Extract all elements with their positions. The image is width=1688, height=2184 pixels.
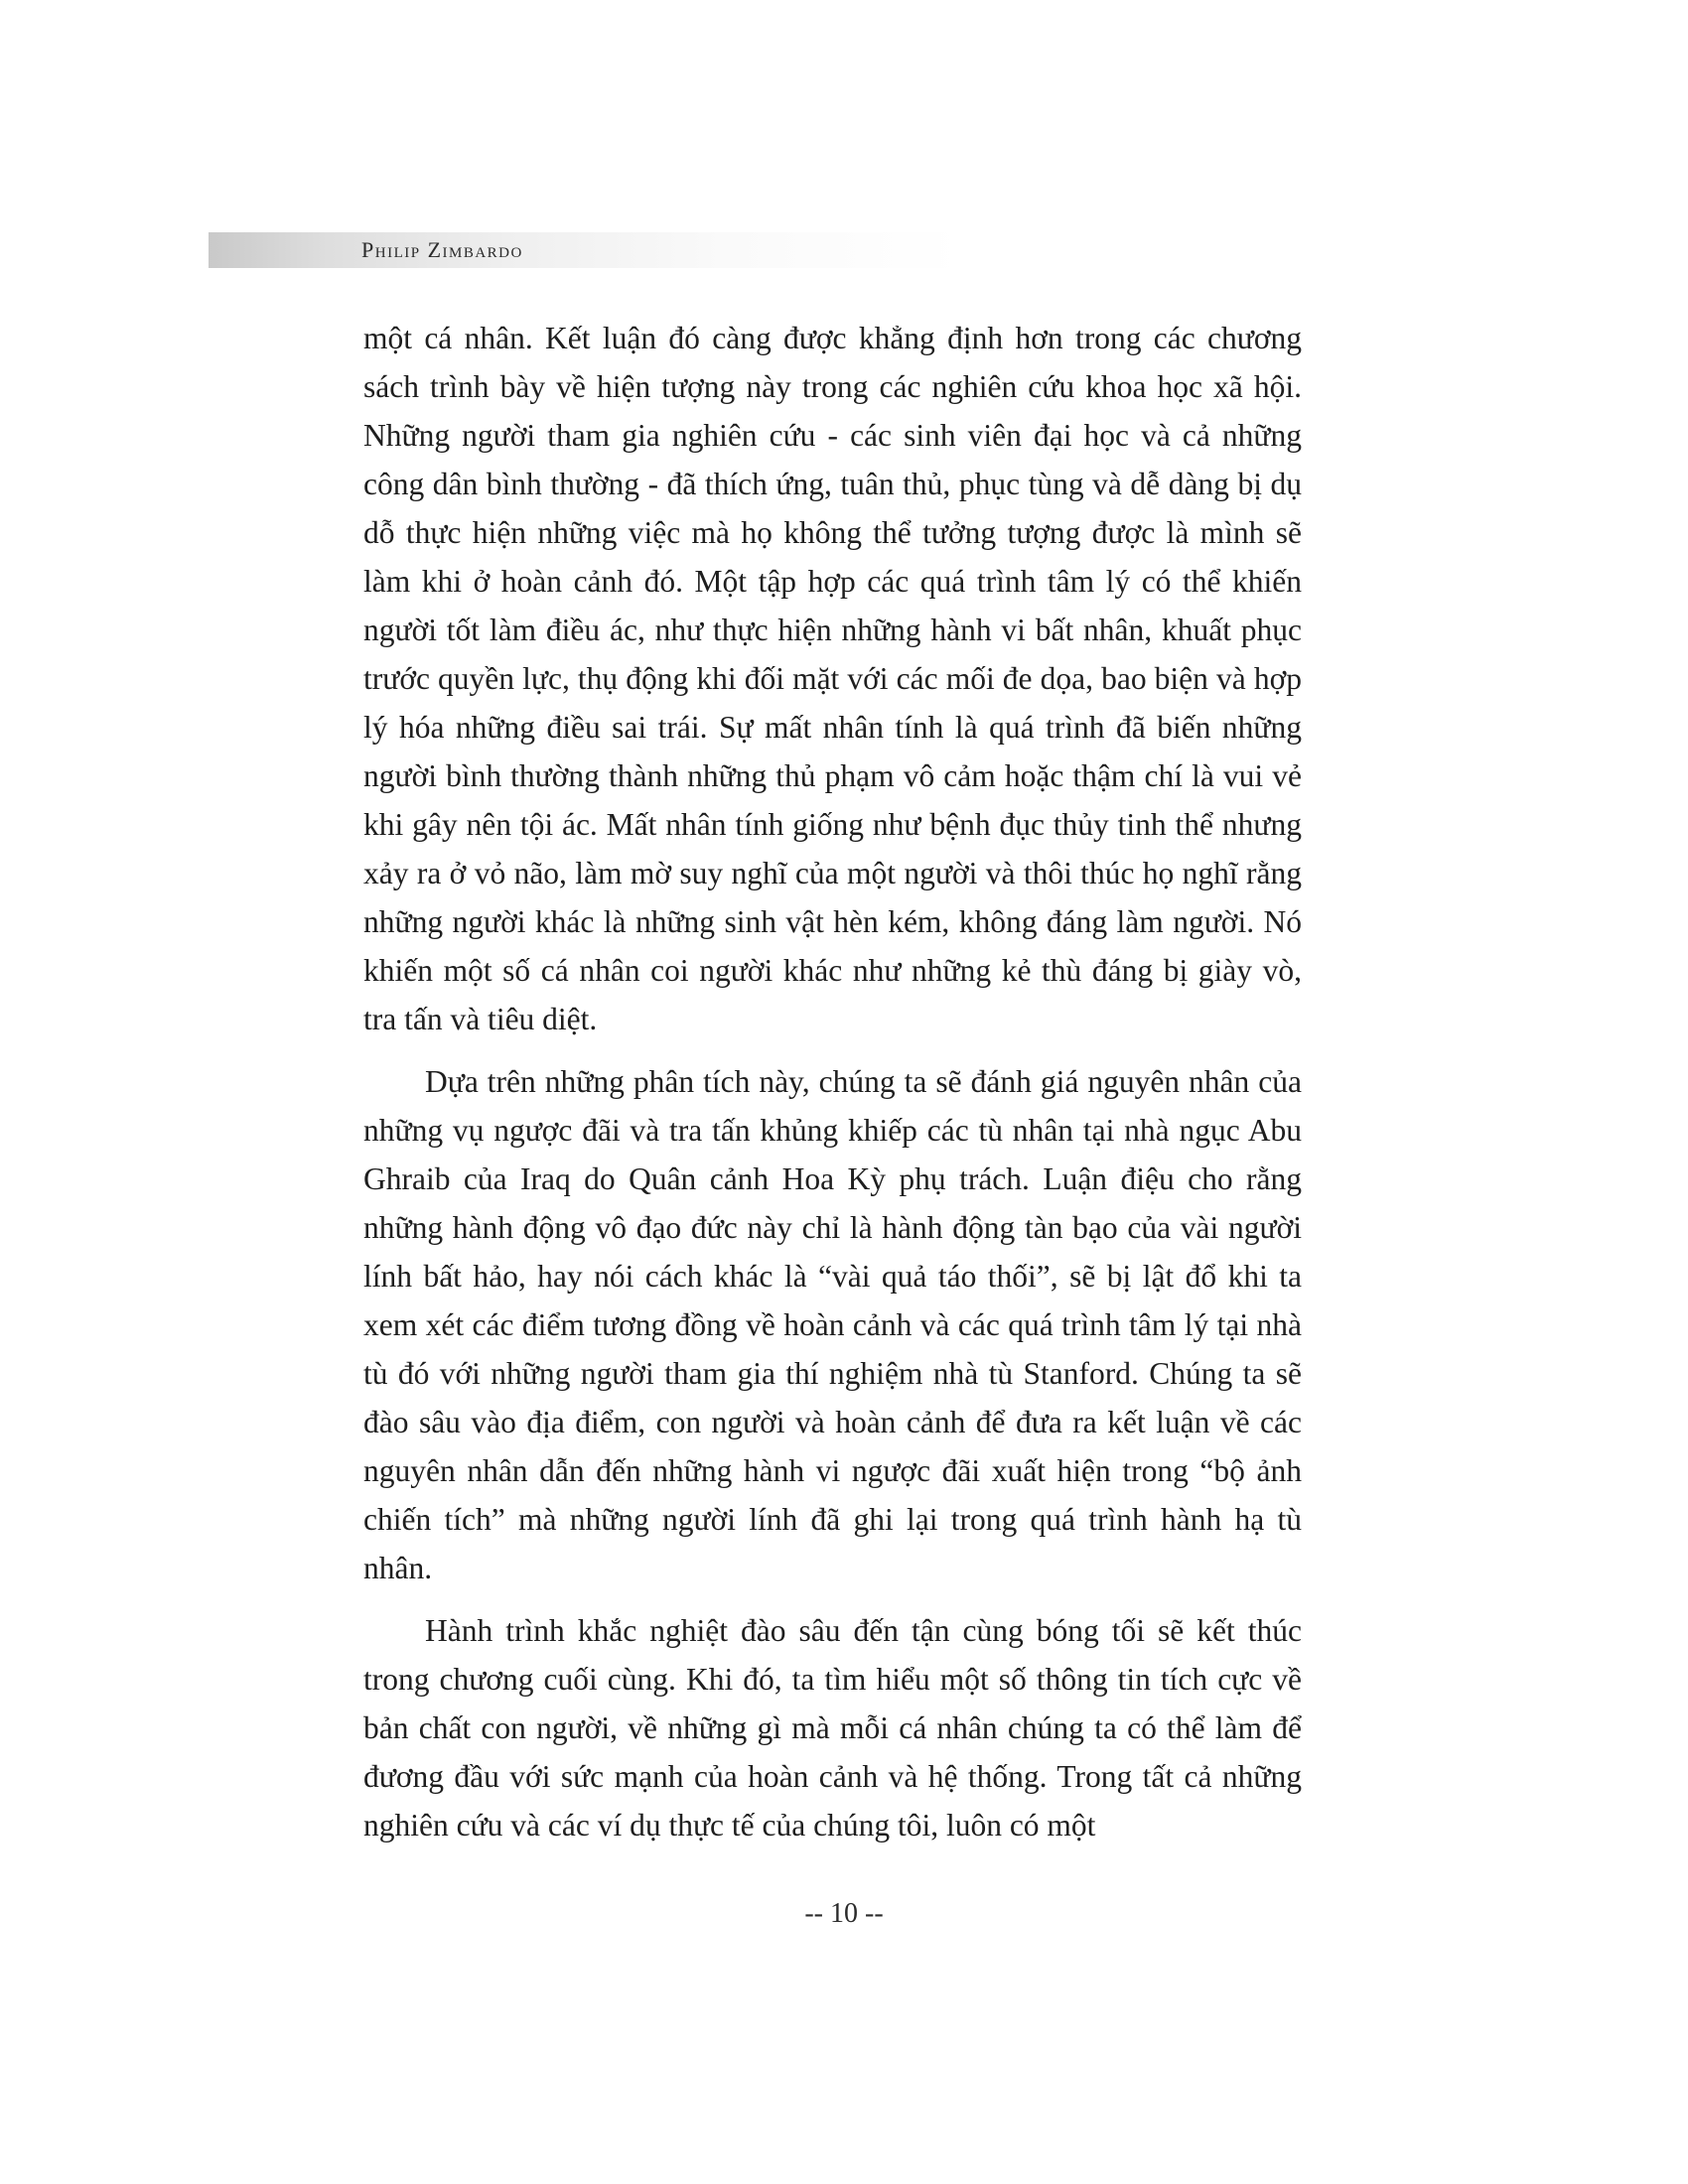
paragraph-2: Dựa trên những phân tích này, chúng ta sẽ đánh giá nguyên nhân của những vụ ngược đãi và tra tấn khủng khiếp các tù nhân tại nhà ngục Abu Ghraib của Iraq do Quân cảnh Hoa Kỳ phụ trách. Luận điệu cho rằng những hành động vô đạo đức này chỉ là hành động tàn bạo của vài người lính bất hảo, hay nói cách khác là “vài quả táo thối”, sẽ bị lật đổ khi ta xem xét các điểm tương đồng về hoàn cảnh và các quá trình tâm lý tại nhà tù đó với những người tham gia thí nghiệm nhà tù Stanford. Chúng ta sẽ đào sâu vào địa điểm, con người và hoàn cảnh để đưa ra kết luận về các nguyên nhân dẫn đến những hành vi ngược đãi xuất hiện trong “bộ ảnh chiến tích” mà những người lính đã ghi lại trong quá trình hành hạ tù nhân. — [363, 1064, 1302, 1585]
paragraph-3: Hành trình khắc nghiệt đào sâu đến tận cùng bóng tối sẽ kết thúc trong chương cuối cùng. Khi đó, ta tìm hiểu một số thông tin tích cực về bản chất con người, về những gì mà mỗi cá nhân chúng ta có thể làm để đương đầu với sức mạnh của hoàn cảnh và hệ thống. Trong tất cả những nghiên cứu và các ví dụ thực tế của chúng tôi, luôn có một — [363, 1613, 1302, 1843]
page-number: -- 10 -- — [804, 1898, 884, 1929]
paragraph-1: một cá nhân. Kết luận đó càng được khẳng định hơn trong các chương sách trình bày về hiện tượng này trong các nghiên cứu khoa học xã hội. Những người tham gia nghiên cứu - các sinh viên đại học và cả những công dân bình thường - đã thích ứng, tuân thủ, phục tùng và dễ dàng bị dụ dỗ thực hiện những việc mà họ không thể tưởng tượng được là mình sẽ làm khi ở hoàn cảnh đó. Một tập hợp các quá trình tâm lý có thể khiến người tốt làm điều ác, như thực hiện những hành vi bất nhân, khuất phục trước quyền lực, thụ động khi đối mặt với các mối đe dọa, bao biện và hợp lý hóa những điều sai trái. Sự mất nhân tính là quá trình đã biến những người bình thường thành những thủ phạm vô cảm hoặc thậm chí là vui vẻ khi gây nên tội ác. Mất nhân tính giống như bệnh đục thủy tinh thể nhưng xảy ra ở vỏ não, làm mờ suy nghĩ của một người và thôi thúc họ nghĩ rằng những người khác là những sinh vật hèn kém, không đáng làm người. Nó khiến một số cá nhân coi người khác như những kẻ thù đáng bị giày vò, tra tấn và tiêu diệt. — [363, 321, 1302, 1036]
running-head-author: Philip Zimbardo — [361, 237, 523, 262]
page-body-text — [363, 314, 1302, 1849]
